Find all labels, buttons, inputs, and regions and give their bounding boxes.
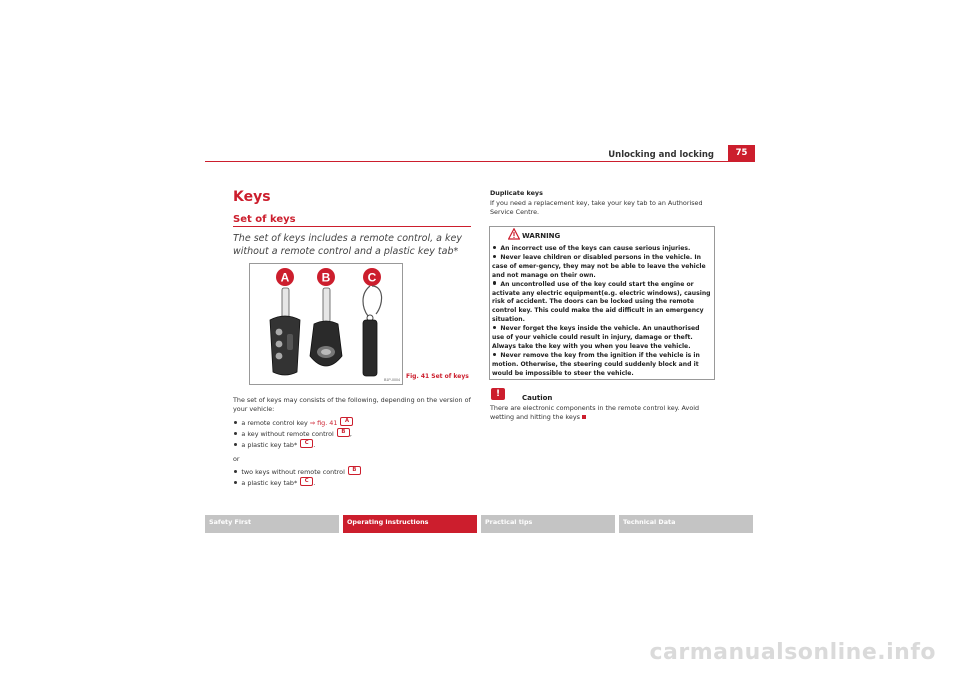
keys-figure: [249, 263, 403, 385]
list-item: a plastic key tab* C .: [233, 477, 315, 488]
list-item: a plastic key tab* C .: [233, 439, 315, 450]
caution-heading: Caution: [522, 394, 553, 402]
bullet-icon: [493, 246, 496, 249]
bullet-icon: [493, 326, 496, 329]
list-item: a remote control key ⇒ fig. 41 A: [233, 417, 353, 428]
intro-text: The set of keys includes a remote control, a key without a remote control and a plastic key tab*: [233, 233, 462, 257]
label-c: C: [367, 270, 377, 285]
duplicate-keys-heading: Duplicate keys: [490, 189, 543, 197]
bullet-icon: [234, 470, 237, 473]
list-item: two keys without remote control B: [233, 466, 361, 477]
bullet-icon: [234, 443, 237, 446]
footer-tab-practical-tips[interactable]: Practical tips: [481, 515, 615, 533]
callout-c-badge: C: [300, 477, 313, 486]
watermark: carmanualsonline.info: [649, 640, 936, 665]
label-a-marker: [276, 268, 294, 286]
end-square-icon: [582, 415, 587, 420]
page-header-title: Unlocking and locking: [608, 150, 714, 160]
figure-reference-link[interactable]: ⇒ fig. 41: [309, 419, 338, 428]
warning-item: An incorrect use of the keys can cause serious injuries.: [492, 245, 712, 254]
plain-key-drawing: [310, 288, 342, 366]
warning-heading: WARNING: [522, 232, 561, 240]
subsection-title: Set of keys: [233, 214, 296, 225]
bullet-icon: [493, 281, 496, 284]
footer-tab-technical-data[interactable]: Technical Data: [619, 515, 753, 533]
list-item: a key without remote control B ,: [233, 428, 352, 439]
footer-tab-safety-first[interactable]: Safety First: [205, 515, 339, 533]
callout-c-badge: C: [300, 439, 313, 448]
warning-item: An uncontrolled use of the key could start the engine or activate any electric equipment(e.g. electric windows), causing risk of accident. The doors can be locked using the remote control key. This could make the aid difficult in an emergency situation.: [492, 280, 711, 324]
caution-text: There are electronic components in the remote control key. Avoid wetting and hitting the keys: [490, 404, 700, 422]
warning-triangle-icon: [508, 228, 520, 240]
bullet-icon: [234, 421, 237, 424]
label-b-marker: [317, 268, 335, 286]
bullet-icon: [234, 432, 237, 435]
bullet-icon: [493, 353, 496, 356]
warning-item: Never leave children or disabled persons in the vehicle. In case of emer-gency, they may not be able to leave the vehicle and not manage on their own.: [492, 253, 706, 279]
header-rule: [205, 161, 755, 162]
page-number: 75: [728, 145, 755, 162]
label-c-marker: [363, 268, 381, 286]
subsection-rule: [233, 226, 471, 227]
callout-b-badge: B: [348, 466, 361, 475]
figure-code: B1P-0004: [384, 378, 400, 382]
or-text: or: [233, 455, 240, 463]
paragraph-composition: The set of keys may consists of the following, depending on the version of your vehicle:: [233, 396, 471, 414]
bullet-icon: [493, 255, 496, 258]
label-b: B: [321, 270, 331, 285]
keys-illustration: [250, 264, 402, 384]
warning-list: [492, 245, 712, 379]
caution-exclamation-icon: !: [491, 388, 505, 400]
warning-item: Never forget the keys inside the vehicle. An unauthorised use of your vehicle could result in injury, damage or theft. Always take the key with you when you leave the vehicle.: [492, 325, 700, 350]
warning-item: Never remove the key from the ignition if the vehicle is in motion. Otherwise, the steering could suddenly block and it would be impossible to steer the vehicle.: [492, 351, 700, 377]
bullet-icon: [234, 481, 237, 484]
callout-a-badge: A: [340, 417, 353, 426]
callout-b-badge: B: [337, 428, 350, 437]
footer-tab-operating-instructions[interactable]: Operating instructions: [343, 515, 477, 533]
plastic-tab-drawing: [363, 286, 382, 376]
duplicate-keys-text: If you need a replacement key, take your key tab to an Authorised Service Centre.: [490, 199, 703, 217]
remote-key-drawing: [270, 288, 300, 375]
figure-caption: Fig. 41 Set of keys: [406, 373, 469, 380]
label-a: A: [280, 270, 290, 285]
section-title: Keys: [233, 189, 271, 205]
